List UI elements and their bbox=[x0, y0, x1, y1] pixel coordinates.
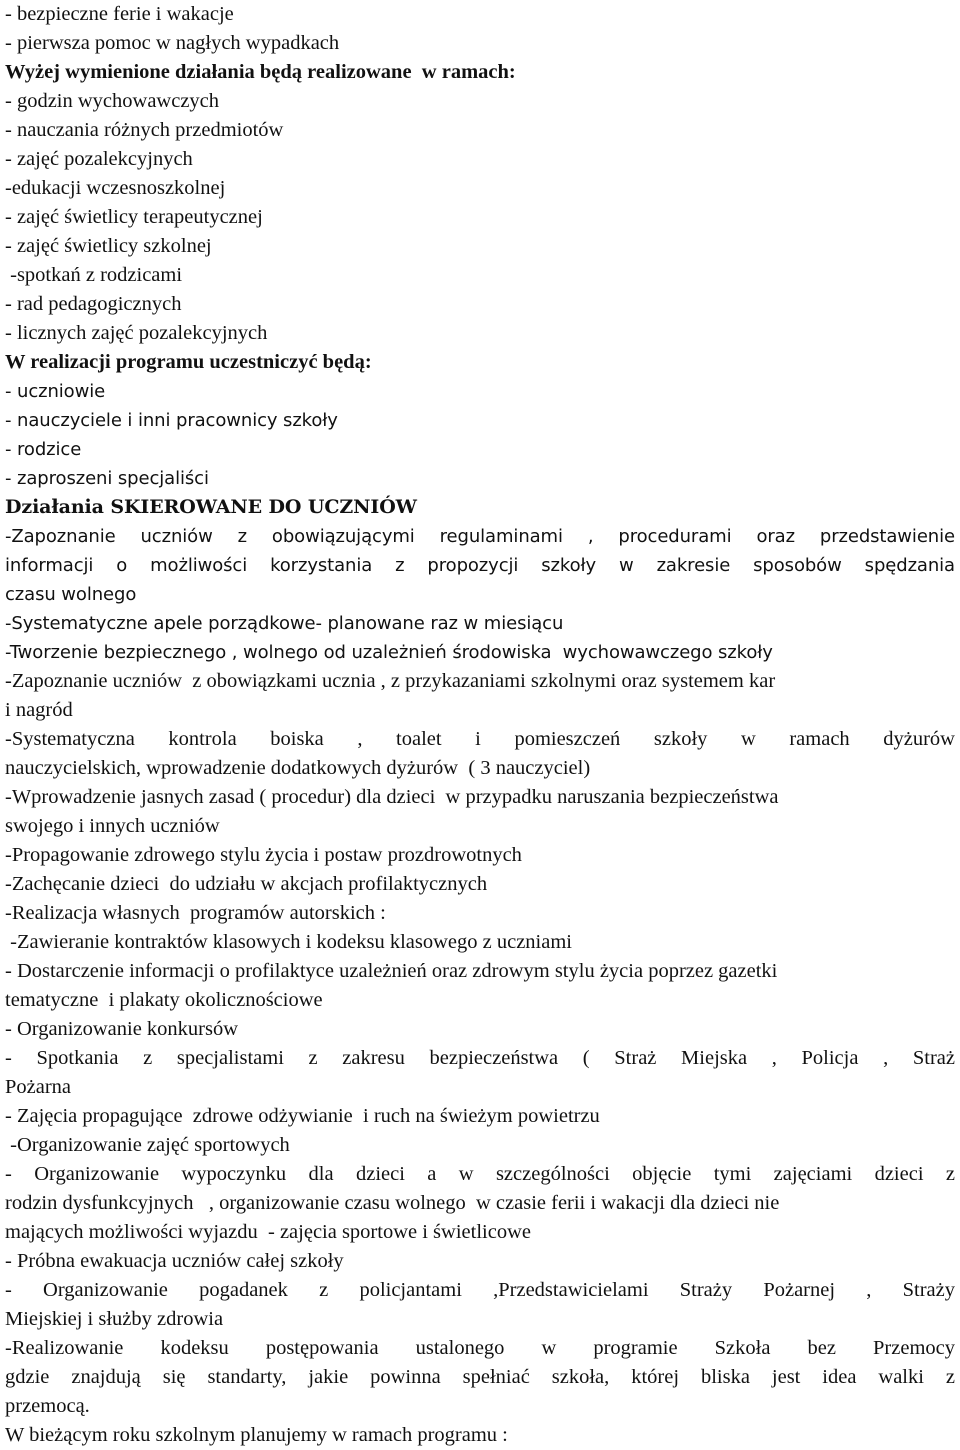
text-line: -Systematyczne apele porządkowe- planowane raz w miesiącu bbox=[5, 613, 564, 634]
text-line: -Realizacja własnych programów autorskich : bbox=[5, 902, 386, 924]
section-heading: Działania SKIEROWANE DO UCZNIÓW bbox=[5, 496, 417, 518]
text-line: - rodzice bbox=[5, 439, 82, 460]
text-line: - pierwsza pomoc w nagłych wypadkach bbox=[5, 32, 340, 54]
text-line: -Wprowadzenie jasnych zasad ( procedur) dla dzieci w przypadku naruszania bezpieczeństwa bbox=[5, 786, 779, 808]
text-line: rodzin dysfunkcyjnych , organizowanie czasu wolnego w czasie ferii i wakacji dla dzieci nie bbox=[5, 1192, 780, 1214]
text-line: -Tworzenie bezpiecznego , wolnego od uzależnień środowiska wychowawczego szkoły bbox=[5, 642, 773, 663]
text-line: - Organizowanie konkursów bbox=[5, 1018, 239, 1040]
text-line: -Systematyczna kontrola boiska , toalet i pomieszczeń szkoły w ramach dyżurów bbox=[5, 728, 955, 750]
section-heading: W realizacji programu uczestniczyć będą: bbox=[5, 351, 372, 373]
text-line: nauczycielskich, wprowadzenie dodatkowych dyżurów ( 3 nauczyciel) bbox=[5, 757, 591, 779]
text-line: - Dostarczenie informacji o profilaktyce uzależnień oraz zdrowym stylu życia poprzez gazetki bbox=[5, 960, 778, 982]
text-line: - licznych zajęć pozalekcyjnych bbox=[5, 322, 268, 344]
text-line: i nagród bbox=[5, 699, 73, 721]
text-line: -Organizowanie zajęć sportowych bbox=[5, 1134, 290, 1156]
text-line: -Zapoznanie uczniów z obowiązującymi regulaminami , procedurami oraz przedstawienie bbox=[5, 526, 955, 547]
text-line: - nauczania różnych przedmiotów bbox=[5, 119, 284, 141]
text-line: W bieżącym roku szkolnym planujemy w ramach programu : bbox=[5, 1424, 508, 1446]
text-line: -Zachęcanie dzieci do udziału w akcjach profilaktycznych bbox=[5, 873, 488, 895]
text-line: - Spotkania z specjalistami z zakresu bezpieczeństwa ( Straż Miejska , Policja , Straż bbox=[5, 1047, 955, 1069]
text-line: - zajęć świetlicy szkolnej bbox=[5, 235, 212, 257]
text-line: -Propagowanie zdrowego stylu życia i postaw prozdrowotnych bbox=[5, 844, 522, 866]
text-line: gdzie znajdują się standarty, jakie powinna spełniać szkoła, której bliska jest idea walki z bbox=[5, 1366, 955, 1388]
text-line: - zaproszeni specjaliści bbox=[5, 468, 209, 489]
document-page bbox=[5, 0, 955, 1450]
text-line: Pożarna bbox=[5, 1076, 72, 1098]
text-line: - Organizowanie wypoczynku dla dzieci a w szczególności objęcie tymi zajęciami dzieci z bbox=[5, 1163, 955, 1185]
text-line: - Organizowanie pogadanek z policjantami ,Przedstawicielami Straży Pożarnej , Straży bbox=[5, 1279, 955, 1301]
text-line: - zajęć pozalekcyjnych bbox=[5, 148, 193, 170]
text-line: -edukacji wczesnoszkolnej bbox=[5, 177, 226, 199]
text-line: -Realizowanie kodeksu postępowania ustalonego w programie Szkoła bez Przemocy bbox=[5, 1337, 955, 1359]
text-line: - uczniowie bbox=[5, 381, 106, 402]
text-line: -Zapoznanie uczniów z obowiązkami ucznia , z przykazaniami szkolnymi oraz systemem kar bbox=[5, 670, 776, 692]
text-line: -Zawieranie kontraktów klasowych i kodeksu klasowego z uczniami bbox=[5, 931, 572, 953]
text-line: - rad pedagogicznych bbox=[5, 293, 182, 315]
text-line: Miejskiej i służby zdrowia bbox=[5, 1308, 224, 1330]
text-line: swojego i innych uczniów bbox=[5, 815, 220, 837]
text-line: -spotkań z rodzicami bbox=[5, 264, 183, 286]
text-line: - Zajęcia propagujące zdrowe odżywianie i ruch na świeżym powietrzu bbox=[5, 1105, 600, 1127]
text-line: mających możliwości wyjazdu - zajęcia sportowe i świetlicowe bbox=[5, 1221, 531, 1243]
text-line: - godzin wychowawczych bbox=[5, 90, 220, 112]
text-line: - bezpieczne ferie i wakacje bbox=[5, 3, 234, 25]
text-line: - zajęć świetlicy terapeutycznej bbox=[5, 206, 263, 228]
text-line: przemocą. bbox=[5, 1395, 90, 1417]
section-heading: Wyżej wymienione działania będą realizowane w ramach: bbox=[5, 61, 516, 83]
text-line: - Próbna ewakuacja uczniów całej szkoły bbox=[5, 1250, 344, 1272]
text-line: - nauczyciele i inni pracownicy szkoły bbox=[5, 410, 338, 431]
text-line: czasu wolnego bbox=[5, 584, 137, 605]
text-line: informacji o możliwości korzystania z propozycji szkoły w zakresie sposobów spędzania bbox=[5, 555, 955, 576]
text-line: tematyczne i plakaty okolicznościowe bbox=[5, 989, 323, 1011]
